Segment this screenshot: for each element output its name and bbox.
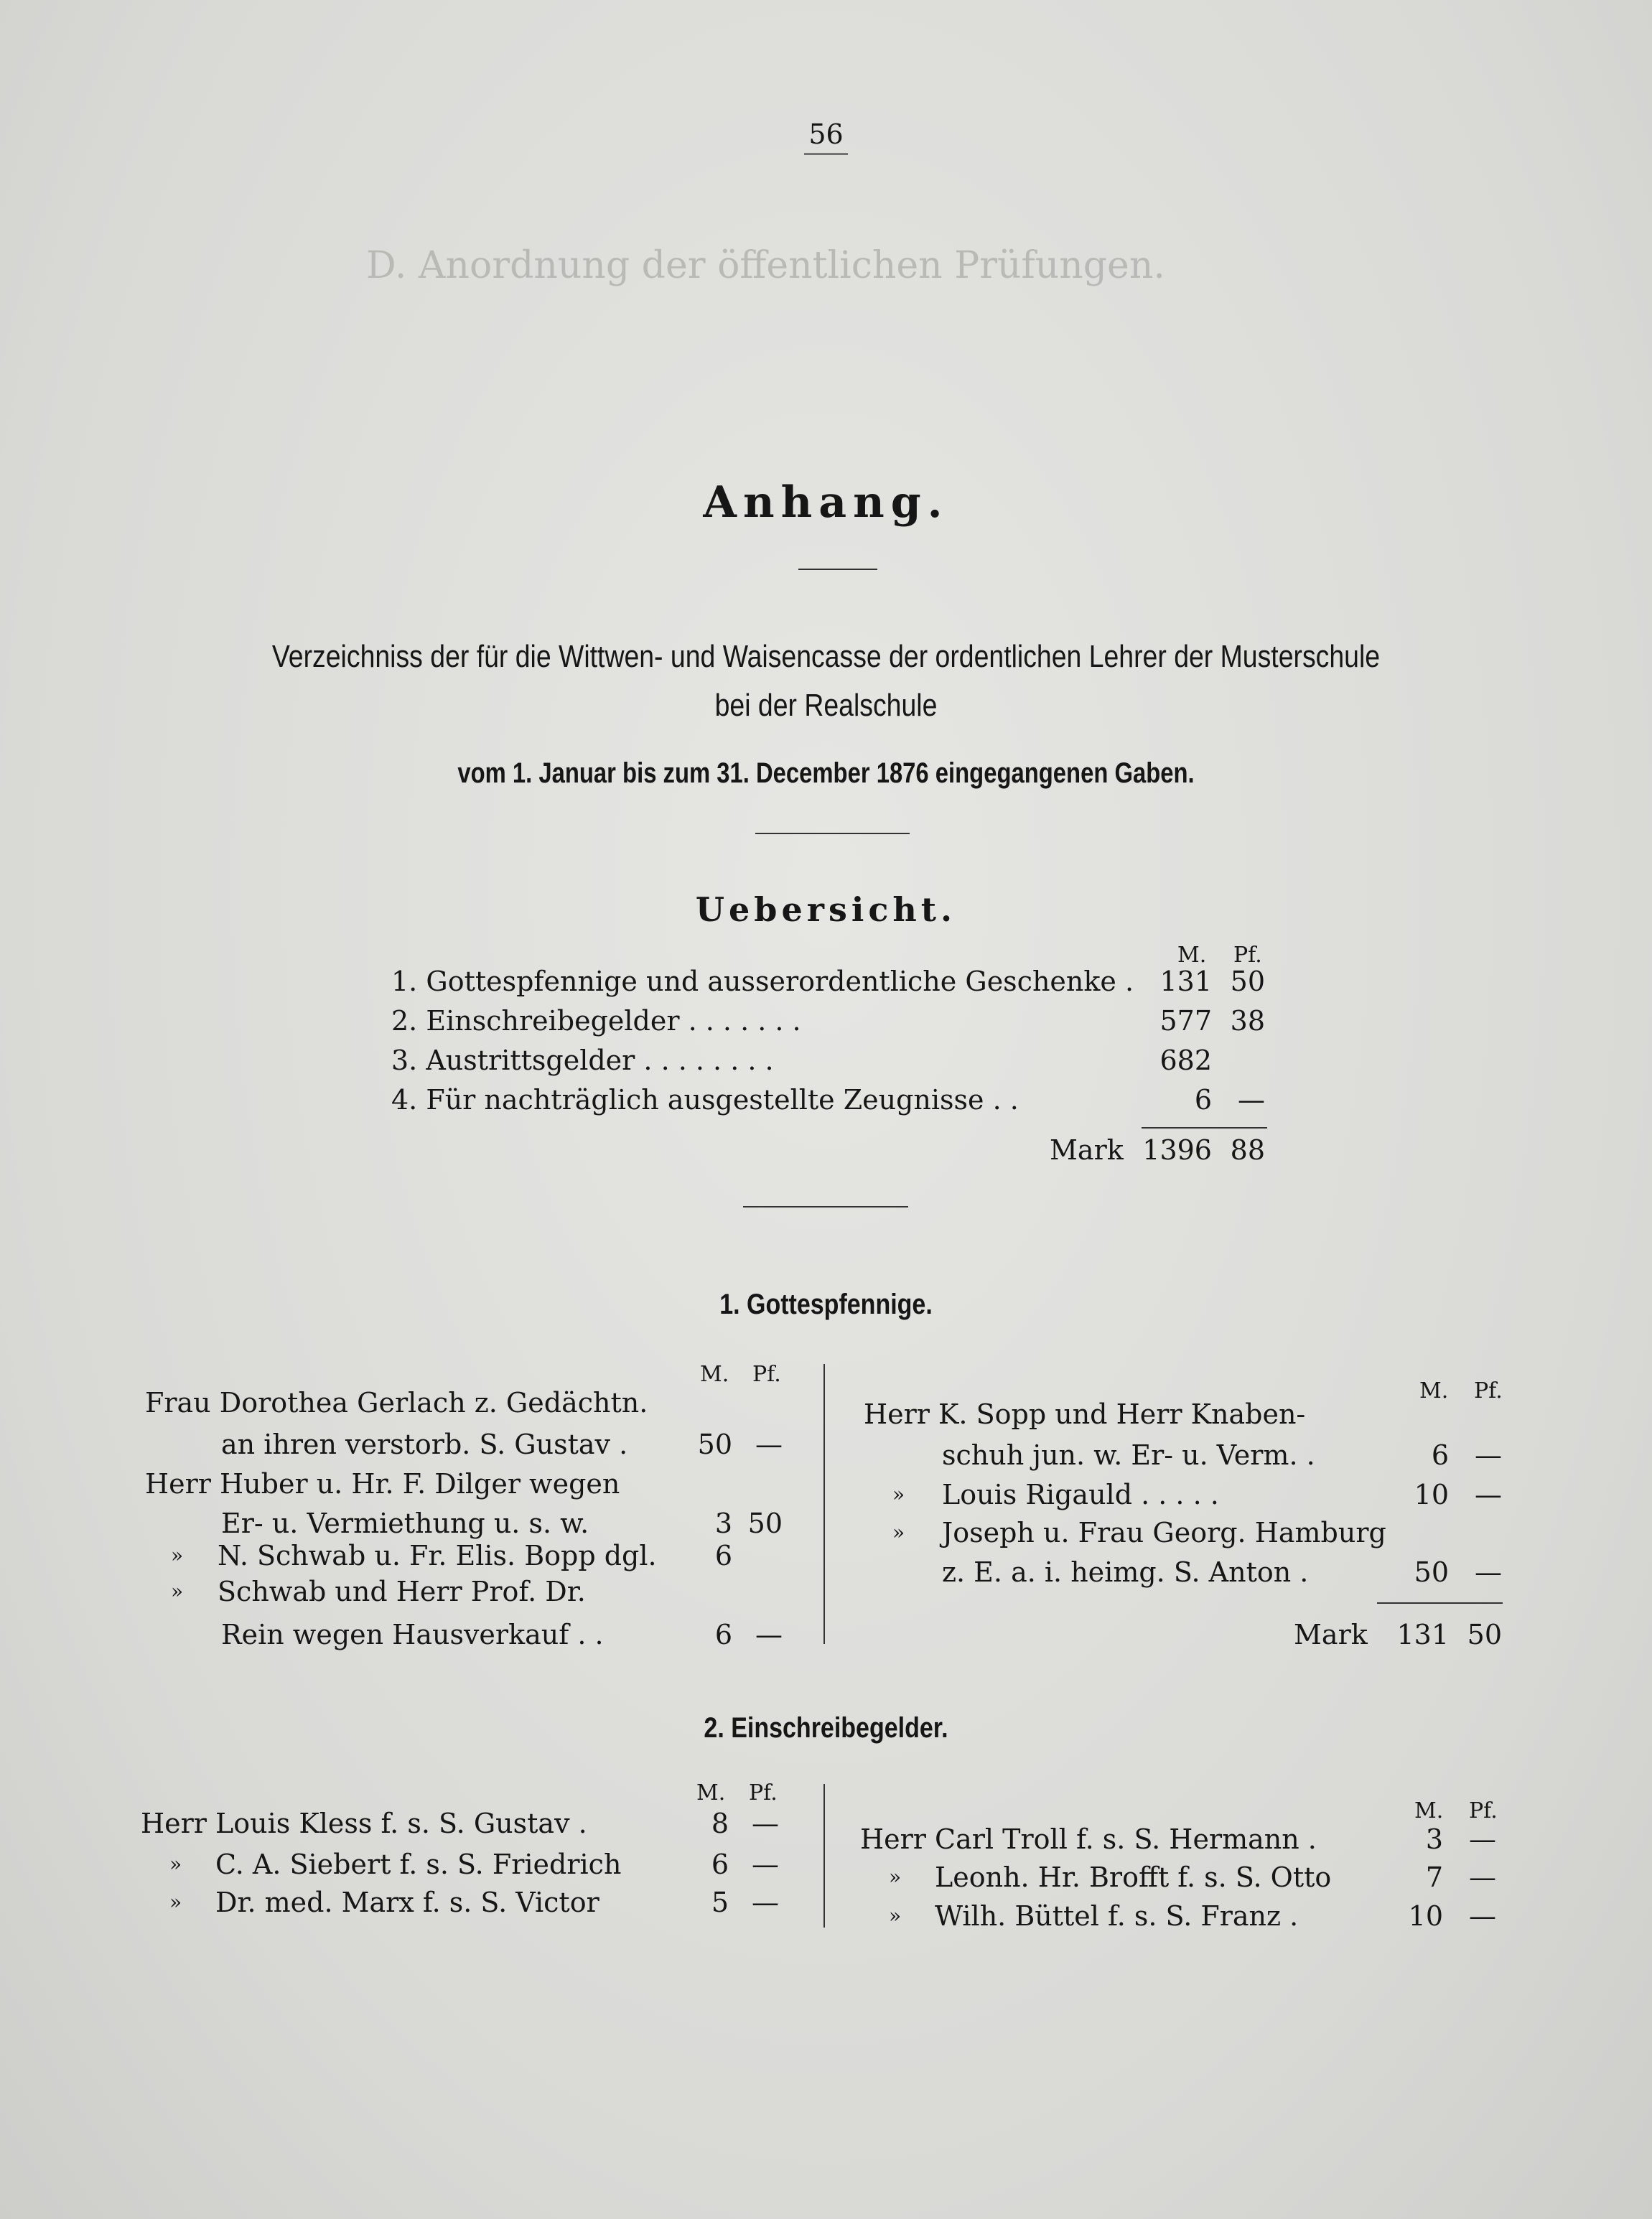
amount-pf: — (1469, 1900, 1496, 1932)
donor-line: z. E. a. i. heimg. S. Anton . (942, 1556, 1309, 1588)
overview-item-m: 682 (1159, 1045, 1212, 1076)
intro-line-3: vom 1. Januar bis zum 31. December 1876 eingegangenen Gaben. (457, 757, 1195, 789)
intro-line-1: Verzeichniss der für die Wittwen- und Waisencasse der ordentlichen Lehrer der Musterschule (271, 639, 1381, 674)
overview-total-label: Mark (1050, 1134, 1124, 1166)
amount-pf: — (1475, 1556, 1502, 1588)
ditto-mark: » (169, 1852, 182, 1876)
section1-heading: 1. Gottespfennige. (719, 1289, 933, 1320)
donor-line: Rein wegen Hausverkauf . . (221, 1619, 604, 1650)
page-number: 56 (0, 118, 1652, 155)
column-divider (823, 1364, 825, 1644)
amount-m: 6 (711, 1849, 729, 1880)
overview-item-pf: 38 (1230, 1005, 1265, 1037)
donor-line: Herr Carl Troll f. s. S. Hermann . (860, 1823, 1317, 1855)
intro-line-2: bei der Realschule (714, 688, 938, 723)
donor-line: Schwab und Herr Prof. Dr. (218, 1576, 586, 1607)
donor-line: Herr Huber u. Hr. F. Dilger wegen (145, 1468, 620, 1500)
amount-m: 3 (714, 1508, 732, 1539)
ditto-mark: » (171, 1543, 184, 1567)
overview-col-pf: Pf. (1233, 943, 1262, 968)
amount-pf: — (1469, 1861, 1496, 1893)
amount-pf: — (1469, 1823, 1496, 1855)
donor-line: Joseph u. Frau Georg. Hamburg (942, 1517, 1386, 1548)
section2-left-col-m: M. (696, 1780, 726, 1805)
ditto-mark: » (889, 1904, 902, 1928)
donor-line: Herr Louis Kless f. s. S. Gustav . (141, 1808, 587, 1839)
section1-sum-rule (1377, 1602, 1503, 1604)
donor-line: an ihren verstorb. S. Gustav . (221, 1429, 628, 1460)
section2-right-col-m: M. (1414, 1798, 1444, 1823)
ditto-mark: » (889, 1865, 902, 1889)
amount-pf: — (752, 1887, 779, 1918)
amount-m: 3 (1425, 1823, 1443, 1855)
ditto-mark: » (892, 1482, 905, 1506)
section1-total-pf: 50 (1467, 1619, 1502, 1650)
amount-m: 10 (1408, 1900, 1443, 1932)
amount-pf: — (1475, 1479, 1502, 1510)
section1-left-col-pf: Pf. (752, 1362, 781, 1387)
donor-line: Dr. med. Marx f. s. S. Victor (215, 1887, 599, 1918)
amount-m: 6 (714, 1619, 732, 1650)
amount-m: 50 (697, 1429, 732, 1460)
amount-pf: — (755, 1619, 783, 1650)
intro-rule (755, 833, 910, 834)
amount-pf: — (752, 1849, 779, 1880)
amount-pf: — (755, 1429, 783, 1460)
donor-line: Frau Dorothea Gerlach z. Gedächtn. (145, 1387, 648, 1419)
section1-right-col-pf: Pf. (1474, 1378, 1503, 1403)
overview-item-pf: — (1238, 1084, 1265, 1116)
section1-left-col-m: M. (700, 1362, 729, 1387)
section1-total-m: 131 (1396, 1619, 1449, 1650)
overview-item-label: 2. Einschreibegelder . . . . . . . (391, 1005, 801, 1037)
donor-line: N. Schwab u. Fr. Elis. Bopp dgl. (218, 1540, 657, 1571)
overview-heading: Uebersicht. (695, 890, 957, 929)
overview-item-label: 1. Gottespfennige und ausserordentliche Geschenke . (391, 966, 1134, 997)
overview-item-pf: 50 (1230, 966, 1265, 997)
section2-left-col-pf: Pf. (749, 1780, 778, 1805)
amount-m: 50 (1414, 1556, 1449, 1588)
donor-line: C. A. Siebert f. s. S. Friedrich (215, 1849, 622, 1880)
overview-col-m: M. (1177, 943, 1207, 968)
donor-line: schuh jun. w. Er- u. Verm. . (942, 1439, 1315, 1471)
column-divider (823, 1784, 825, 1928)
amount-m: 7 (1425, 1861, 1443, 1893)
amount-m: 10 (1414, 1479, 1449, 1510)
overview-item-m: 6 (1194, 1084, 1212, 1116)
ditto-mark: » (892, 1520, 905, 1544)
amount-m: 6 (714, 1540, 732, 1571)
amount-m: 8 (711, 1808, 729, 1839)
overview-total-m: 1396 (1142, 1134, 1212, 1166)
amount-m: 6 (1431, 1439, 1449, 1471)
donor-line: Wilh. Büttel f. s. S. Franz . (935, 1900, 1299, 1932)
overview-item-label: 4. Für nachträglich ausgestellte Zeugnisse . . (391, 1084, 1019, 1116)
section2-heading: 2. Einschreibegelder. (704, 1712, 948, 1744)
donor-line: Leonh. Hr. Brofft f. s. S. Otto (935, 1861, 1332, 1893)
donor-line: Er- u. Vermiethung u. s. w. (221, 1508, 589, 1539)
overview-item-m: 577 (1159, 1005, 1212, 1037)
page-title: Anhang. (703, 477, 949, 528)
section2-right-col-pf: Pf. (1469, 1798, 1498, 1823)
overview-total-pf: 88 (1230, 1134, 1265, 1166)
overview-item-m: 131 (1159, 966, 1212, 997)
overview-item-label: 3. Austrittsgelder . . . . . . . . (391, 1045, 774, 1076)
amount-m: 5 (711, 1887, 729, 1918)
section-divider (743, 1206, 908, 1207)
amount-pf: — (752, 1808, 779, 1839)
overview-sum-rule (1142, 1127, 1267, 1129)
section1-right-col-m: M. (1419, 1378, 1449, 1403)
amount-pf: — (1475, 1439, 1502, 1471)
section1-total-label: Mark (1294, 1619, 1368, 1650)
ditto-mark: » (169, 1890, 182, 1914)
bleed-through-text: D. Anordnung der öffentlichen Prüfungen. (366, 244, 1165, 287)
donor-line: Louis Rigauld . . . . . (942, 1479, 1219, 1510)
donor-line: Herr K. Sopp und Herr Knaben- (864, 1398, 1306, 1430)
title-rule (798, 569, 877, 570)
amount-pf: 50 (747, 1508, 783, 1539)
ditto-mark: » (171, 1579, 184, 1603)
